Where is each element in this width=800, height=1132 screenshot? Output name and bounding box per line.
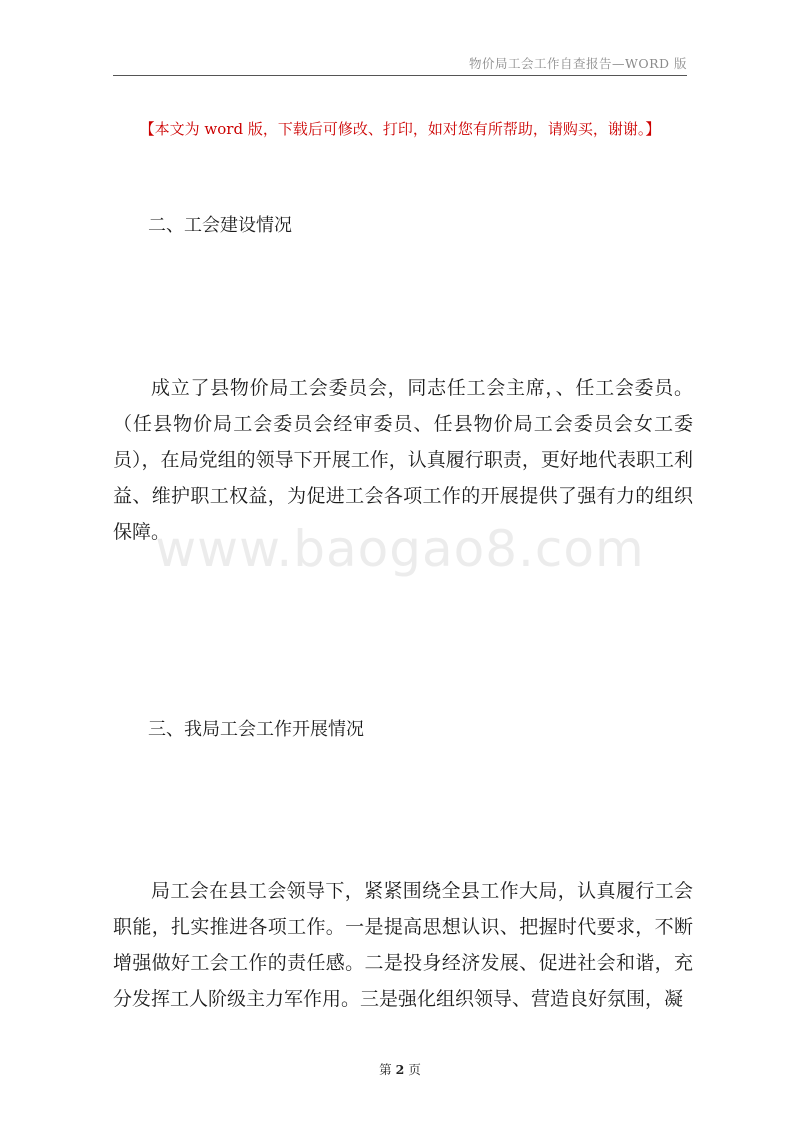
section-heading-2: 二、工会建设情况: [148, 215, 292, 236]
paragraph-union-work: 局工会在县工会领导下，紧紧围绕全县工作大局，认真履行工会职能，扎实推进各项工作。一是提高思想认识、把握时代要求，不断增强做好工会工作的责任感。二是投身经济发展、促进社会和谐，充分发挥工人阶级主力军作用。三是强化组织领导、营造良好氛围，凝: [113, 880, 693, 1010]
section-heading-3: 三、我局工会工作开展情况: [148, 719, 364, 740]
running-header: 物价局工会工作自查报告—WORD 版: [468, 56, 687, 71]
watermark-text: www.baogao8.com: [155, 520, 645, 578]
purchase-notice: 【本文为 word 版，下载后可修改、打印，如对您有所帮助，请购买，谢谢。】: [139, 120, 661, 138]
footer-suffix: 页: [408, 1062, 421, 1077]
paragraph-union-building: 成立了县物价局工会委员会，同志任工会主席，、任工会委员。（任县物价局工会委员会经审委员、任县物价局工会委员会女工委员），在局党组的领导下开展工作，认真履行职责，更好地代表职工利益、维护职工权益，为促进工会各项工作的开展提供了强有力的组织保障。: [113, 377, 693, 543]
page-number: 2: [395, 1062, 405, 1077]
footer-prefix: 第: [379, 1062, 392, 1077]
header-rule: [113, 75, 687, 76]
page-footer: [0, 1060, 800, 1078]
